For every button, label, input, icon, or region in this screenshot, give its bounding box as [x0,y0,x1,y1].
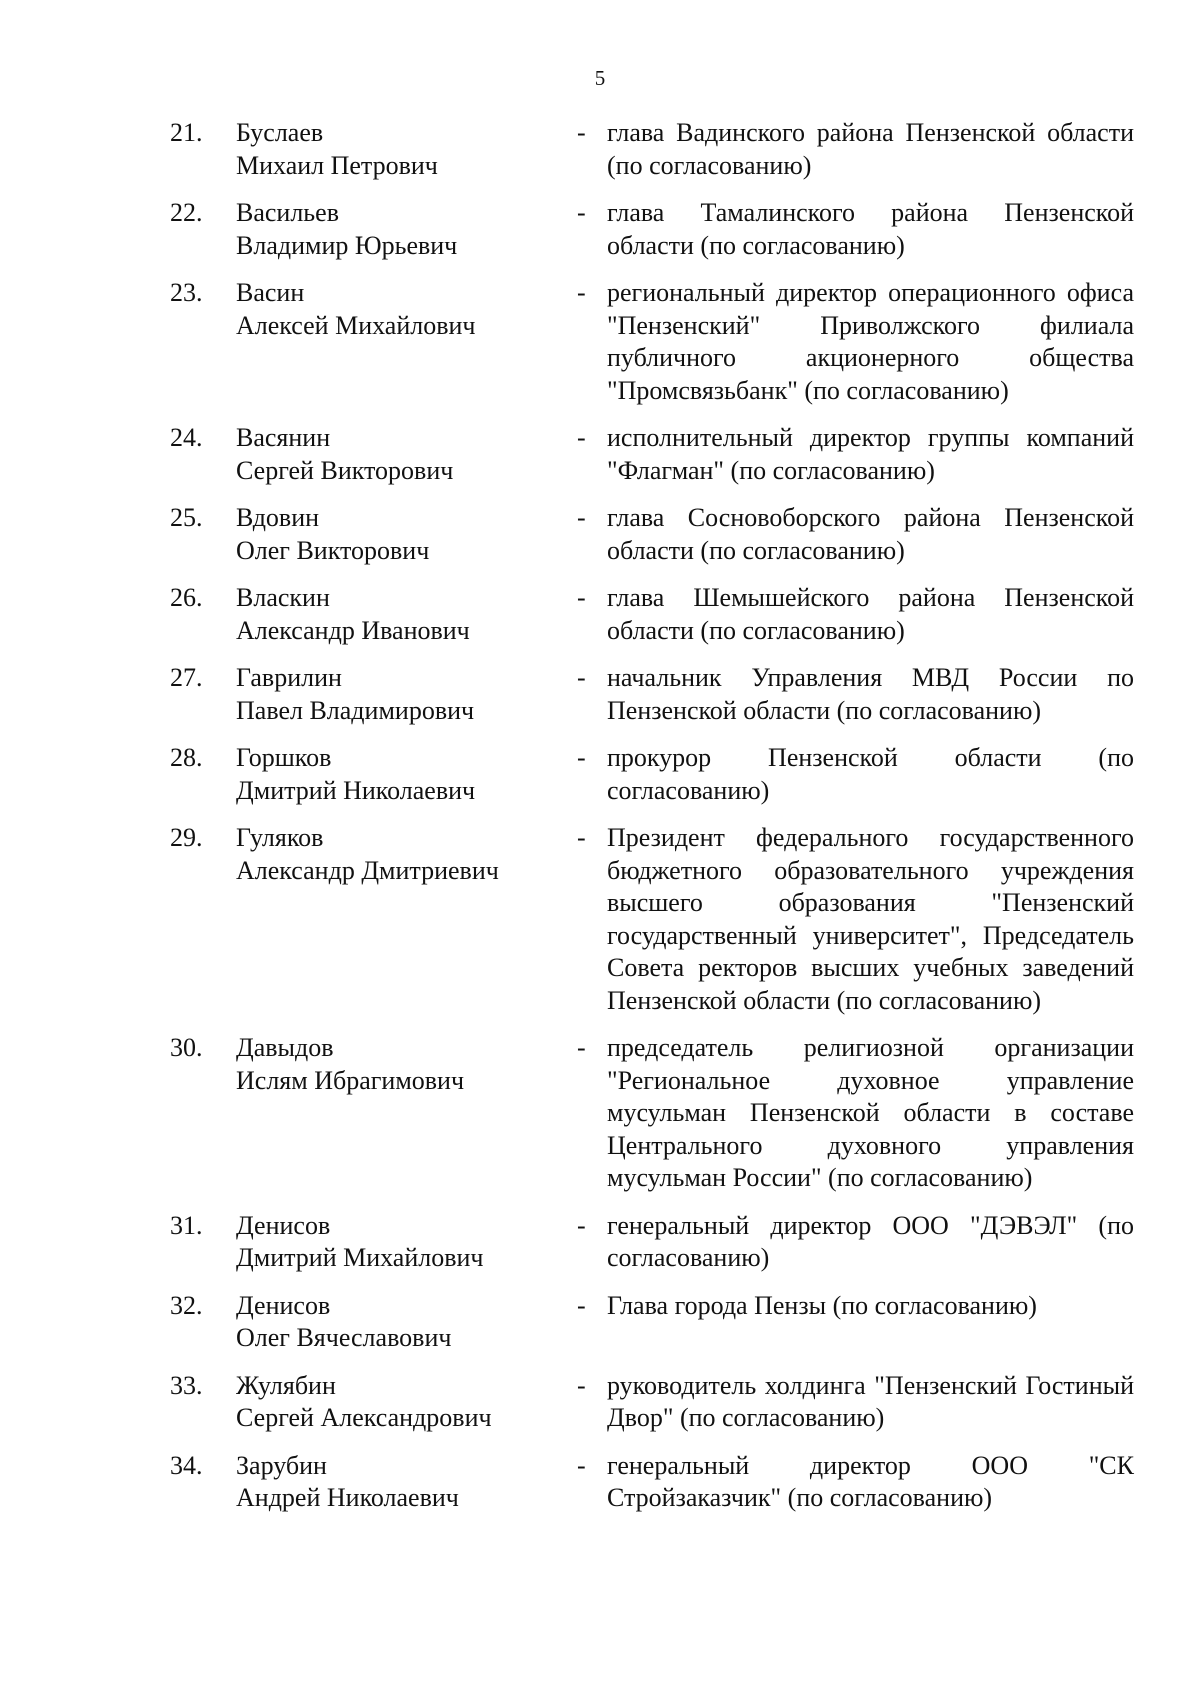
entry-given-names: Ислям Ибрагимович [236,1065,465,1095]
entry-position: руководитель холдинга "Пензенский Гостиный Двор" (по согласованию) [607,1370,1134,1432]
entry-number: 27. [170,663,203,692]
entry-number: 22. [170,198,203,227]
entry-dash: - [577,1290,586,1320]
entry-surname: Вдовин [236,503,320,532]
list-item [0,582,1200,662]
entry-dash: - [577,1450,586,1480]
entry-dash: - [577,1370,586,1400]
entry-number: 21. [170,118,203,147]
entry-surname: Васянин [236,423,331,452]
entry-position: глава Вадинского района Пензенской области (по согласованию) [607,118,1134,180]
entry-dash: - [577,743,586,772]
entry-surname: Власкин [236,583,330,612]
entry-given-names: Павел Владимирович [236,695,475,725]
entry-dash: - [577,118,586,147]
entry-number: 33. [170,1370,203,1400]
entry-number: 31. [170,1210,203,1240]
entry-given-names: Олег Вячеславович [236,1323,452,1352]
entry-given-names: Дмитрий Николаевич [236,775,476,805]
entry-given-names: Сергей Александрович [236,1403,492,1432]
entry-position: генеральный директор ООО "СК Стройзаказчик" (по согласованию) [607,1450,1134,1512]
entry-position: Глава города Пензы (по согласованию) [607,1290,1037,1320]
entry-position: глава Шемышейского района Пензенской области (по согласованию) [607,583,1134,645]
entry-dash: - [577,278,586,307]
list-item [0,1210,1200,1290]
entry-number: 28. [170,743,203,772]
entry-dash: - [577,1033,586,1062]
entry-surname: Давыдов [236,1033,334,1062]
entry-number: 32. [170,1290,203,1320]
list-item [0,742,1200,822]
entry-surname: Зарубин [236,1450,327,1480]
entry-surname: Денисов [236,1290,331,1320]
entry-position: прокурор Пензенской области (по согласованию) [607,743,1134,805]
entry-position: начальник Управления МВД России по Пензенской области (по согласованию) [607,663,1134,725]
list-item [0,422,1200,502]
entry-number: 25. [170,503,203,532]
list-item [0,662,1200,742]
list-item [0,502,1200,582]
entry-surname: Гуляков [236,823,324,852]
list-item [0,277,1200,422]
entry-position: глава Сосновоборского района Пензенской области (по согласованию) [607,503,1134,565]
entry-position: председатель религиозной организации "Региональное духовное управление мусульман Пензенской области в составе Центрального духовного управления мусульман России" (по согласованию) [607,1033,1134,1192]
entry-surname: Буслаев [236,118,324,147]
entry-dash: - [577,1210,586,1240]
entry-surname: Жулябин [236,1370,336,1400]
list-item [0,1290,1200,1370]
entry-position: исполнительный директор группы компаний "Флагман" (по согласованию) [607,423,1134,485]
list-item [0,822,1200,1032]
entry-position: глава Тамалинского района Пензенской области (по согласованию) [607,198,1134,260]
entry-number: 34. [170,1450,203,1480]
entry-given-names: Алексей Михайлович [236,310,476,340]
list-item [0,197,1200,277]
entry-given-names: Олег Викторович [236,535,430,565]
member-list [0,117,1200,1530]
entry-surname: Васильев [236,198,339,227]
entry-position: генеральный директор ООО "ДЭВЭЛ" (по согласованию) [607,1210,1134,1272]
entry-surname: Денисов [236,1210,331,1240]
entry-number: 30. [170,1033,203,1062]
entry-given-names: Дмитрий Михайлович [236,1243,484,1272]
list-item [0,117,1200,197]
entry-dash: - [577,663,586,692]
entry-number: 29. [170,823,203,852]
entry-dash: - [577,503,586,532]
entry-given-names: Владимир Юрьевич [236,230,458,260]
entry-dash: - [577,823,586,852]
list-item [0,1032,1200,1210]
entry-number: 23. [170,278,203,307]
entry-number: 26. [170,583,203,612]
entry-given-names: Сергей Викторович [236,455,454,485]
entry-given-names: Александр Дмитриевич [236,855,499,885]
entry-given-names: Александр Иванович [236,615,470,645]
entry-position: Президент федерального государственного бюджетного образовательного учреждения высшего образования "Пензенский государственный университет", Председатель Совета ректоров высших учебных заведений Пензенской области (по согласованию) [607,823,1134,1015]
entry-given-names: Михаил Петрович [236,150,438,180]
list-item [0,1370,1200,1450]
entry-dash: - [577,423,586,452]
entry-number: 24. [170,423,203,452]
entry-position: региональный директор операционного офиса "Пензенский" Приволжского филиала публичного акционерного общества "Промсвязьбанк" (по согласованию) [607,278,1134,405]
entry-surname: Васин [236,278,305,307]
page-number: 5 [594,66,606,90]
list-item [0,1450,1200,1530]
entry-given-names: Андрей Николаевич [236,1483,459,1512]
entry-dash: - [577,198,586,227]
entry-surname: Горшков [236,743,332,772]
entry-dash: - [577,583,586,612]
entry-surname: Гаврилин [236,663,342,692]
